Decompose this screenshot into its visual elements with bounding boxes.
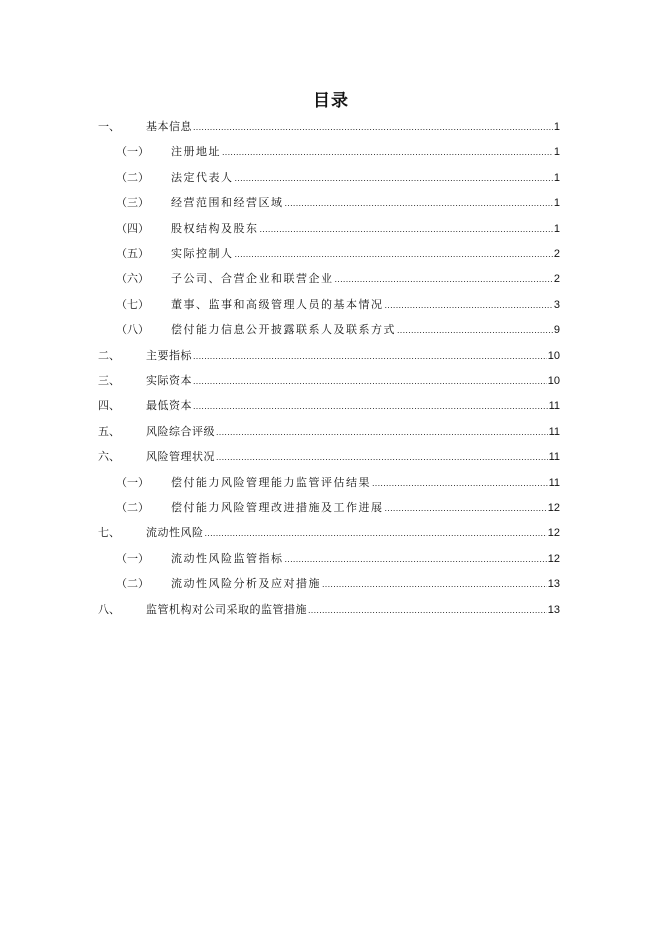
toc-entry[interactable] (116, 573, 560, 591)
toc-entry[interactable] (116, 319, 560, 337)
toc-entry-title: 监管机构对公司采取的监管措施 (146, 602, 307, 616)
toc-entry-number: 二、 (98, 348, 120, 362)
toc-entry-number: （四） (116, 221, 149, 235)
dot-leader (260, 222, 553, 236)
toc-entry[interactable] (116, 268, 560, 286)
toc-entry-number: （一） (116, 145, 149, 159)
dot-leader (193, 374, 547, 388)
toc-entry-number: （六） (116, 272, 149, 286)
toc-entry-page: 1 (553, 171, 560, 184)
toc-entry-number: 六、 (98, 450, 120, 464)
toc-entry-number: （一） (116, 551, 149, 565)
toc-entry-number: 三、 (98, 374, 120, 387)
toc-entry-number: 五、 (98, 424, 120, 438)
toc-entry[interactable] (98, 421, 560, 439)
dot-leader (216, 425, 548, 439)
toc-entry-page: 10 (547, 349, 560, 362)
toc-entry[interactable] (116, 294, 560, 312)
toc-entry[interactable] (116, 167, 560, 185)
toc-entry-title: 子公司、合营企业和联营企业 (171, 272, 334, 286)
dot-leader (193, 399, 548, 413)
dot-leader (216, 450, 548, 464)
toc-entry[interactable] (98, 599, 560, 617)
dot-leader (222, 145, 553, 159)
toc-entry-number: （一） (116, 475, 149, 489)
toc-entry-number: （三） (116, 196, 149, 210)
dot-leader (322, 577, 547, 591)
toc-entry-page: 12 (547, 527, 560, 540)
toc-entry-number: （二） (116, 577, 149, 591)
dot-leader (205, 526, 547, 540)
toc-entry-title: 法定代表人 (171, 170, 234, 184)
toc-entry-number: 一、 (98, 120, 120, 133)
dot-leader (397, 323, 553, 337)
dot-leader (193, 349, 547, 363)
toc-entry-page: 12 (547, 502, 560, 514)
toc-entry-page: 1 (553, 197, 560, 210)
toc-entry-title: 流动性风险分析及应对措施 (171, 577, 321, 591)
toc-entry-page: 1 (553, 146, 560, 159)
toc-entry-page: 2 (553, 248, 560, 260)
toc-entry-page: 2 (553, 273, 560, 286)
toc-entry[interactable] (116, 472, 560, 490)
toc-entry-title: 流动性风险 (146, 526, 204, 540)
toc-entry-title: 实际资本 (146, 374, 192, 387)
toc-entry-number: （二） (116, 170, 149, 184)
toc-entry-number: （二） (116, 501, 149, 514)
toc-entry-title: 基本信息 (146, 120, 192, 133)
toc-entry-title: 风险综合评级 (146, 424, 215, 438)
dot-leader (335, 272, 553, 286)
toc-entry-number: 八、 (98, 602, 120, 616)
toc-entry-page: 11 (548, 425, 560, 438)
toc-entry-page: 12 (547, 552, 560, 565)
dot-leader (285, 196, 553, 210)
toc-entry-title: 经营范围和经营区域 (171, 196, 284, 210)
toc-entry-page: 13 (547, 578, 560, 591)
toc-entry-title: 主要指标 (146, 348, 192, 362)
toc-entry-number: （七） (116, 297, 149, 311)
toc-entry-page: 11 (548, 451, 560, 464)
toc-entry-page: 10 (547, 375, 560, 387)
dot-leader (285, 552, 547, 566)
toc-entry[interactable] (98, 395, 560, 413)
dot-leader (235, 171, 553, 185)
toc-entry[interactable] (116, 497, 560, 515)
dot-leader (385, 298, 553, 312)
toc-entry-number: 四、 (98, 399, 120, 413)
toc-entry[interactable] (98, 116, 560, 134)
toc-entry[interactable] (98, 345, 560, 363)
toc-entry-number: 七、 (98, 526, 120, 540)
toc-entry-page: 11 (548, 476, 560, 489)
toc-entry-title: 流动性风险监管指标 (171, 551, 284, 565)
toc-entry-title: 股权结构及股东 (171, 221, 259, 235)
page-title: 目录 (313, 91, 349, 111)
toc-entry-title: 风险管理状况 (146, 450, 215, 464)
toc-entry[interactable] (98, 522, 560, 540)
toc-entry-title: 最低资本 (146, 399, 192, 413)
toc-entry[interactable] (116, 243, 560, 261)
toc-entry-title: 偿付能力信息公开披露联系人及联系方式 (171, 323, 396, 337)
toc-entry-page: 1 (553, 222, 560, 235)
toc-entry-number: （五） (116, 247, 149, 260)
toc-entry-page: 9 (553, 324, 560, 337)
dot-leader (235, 247, 553, 261)
toc-entry-number: （八） (116, 323, 149, 337)
toc-entry-title: 实际控制人 (171, 247, 234, 260)
toc-entry[interactable] (116, 141, 560, 159)
toc-entry-title: 偿付能力风险管理能力监管评估结果 (171, 475, 371, 489)
toc-entry-page: 3 (553, 298, 560, 311)
toc-entry-page: 11 (548, 400, 560, 413)
toc-entry[interactable] (116, 548, 560, 566)
dot-leader (193, 120, 553, 134)
toc-entry[interactable] (98, 370, 560, 388)
toc-entry[interactable] (116, 218, 560, 236)
dot-leader (385, 501, 547, 515)
toc-entry-page: 13 (547, 603, 560, 616)
toc-entry[interactable] (98, 446, 560, 464)
dot-leader (308, 603, 547, 617)
toc-entry-title: 注册地址 (171, 145, 221, 159)
toc-entry-title: 董事、监事和高级管理人员的基本情况 (171, 297, 384, 311)
toc-entry-title: 偿付能力风险管理改进措施及工作进展 (171, 501, 384, 514)
toc-entry[interactable] (116, 192, 560, 210)
dot-leader (372, 476, 548, 490)
toc-entry-page: 1 (553, 121, 560, 133)
